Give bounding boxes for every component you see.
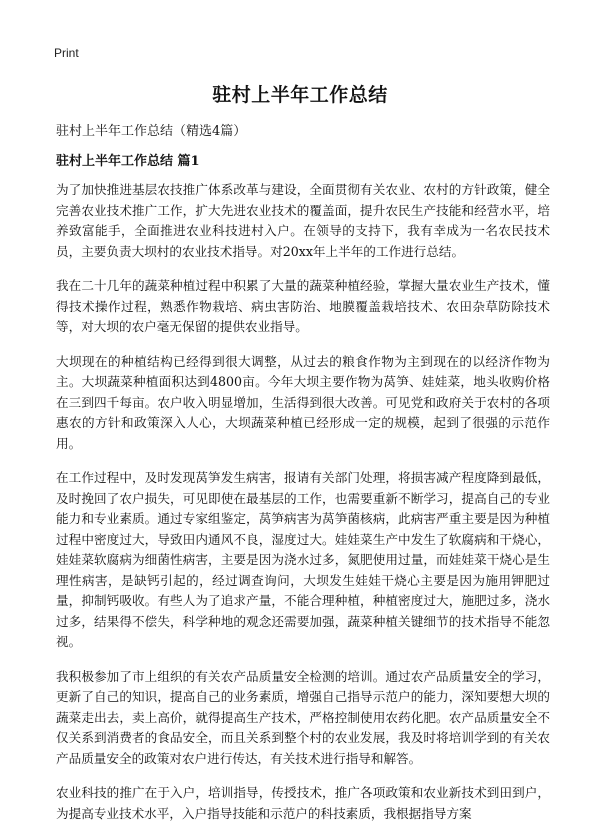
section-heading: 驻村上半年工作总结 篇1 [56, 154, 200, 169]
paragraph: 在工作过程中，及时发现莴笋发生病害，报请有关部门处理，将损害减产程度降到最低，及时挽回了农户损失，可见即使在最基层的工作，也需要重新不断学习，提高自己的专业能力和专业素质。通过专家组鉴定，莴笋病害为莴笋菌核病，此病害严重主要是因为种植过程中密度过大，导致田内通风不良，湿度过大。娃娃菜生产中发生了软腐病和干烧心，娃娃菜软腐病为细菌性病害，主要是因为浇水过多，氮肥使用过量，而娃娃菜干烧心是生理性病害，是缺钙引起的，经过调查询问，大坝发生娃娃干烧心主要是因为施用钾肥过量，抑制钙吸收。有些人为了追求产量，不能合理种植，种植密度过大，施肥过多，浇水过多，结果得不偿失，科学种地的观念还需要加强，蔬菜种植关键细节的技术指导不能忽视。 [56, 470, 550, 649]
paragraph: 为了加快推进基层农技推广体系改革与建设，全面贯彻有关农业、农村的方针政策，健全完善农业技术推广工作，扩大先进农业技术的覆盖面，提升农民生产技能和经营水平，培养致富能手，全面推进农业科技进村入户。在领导的支持下，我有幸成为一名农民技术员，主要负责大坝村的农业技术指导。对20xx年上半年的工作进行总结。 [56, 182, 550, 259]
print-link[interactable]: Print [54, 46, 79, 60]
paragraph: 我在二十几年的蔬菜种植过程中积累了大量的蔬菜种植经验，掌握大量农业生产技术，懂得技术操作过程，熟悉作物栽培、病虫害防治、地膜覆盖栽培技术、农田杂草防除技术等，对大坝的农户毫无保留的提供农业指导。 [56, 278, 550, 334]
paragraph: 大坝现在的种植结构已经得到很大调整，从过去的粮食作物为主到现在的以经济作物为主。大坝蔬菜种植面积达到4800亩。今年大坝主要作物为莴笋、娃娃菜，地头收购价格在三到四千每亩。农户收入明显增加，生活得到很大改善。可见党和政府关于农村的各项惠农的方针和政策深入人心，大坝蔬菜种植已经形成一定的规模，起到了很强的示范作用。 [56, 353, 550, 451]
document-subtitle: 驻村上半年工作总结（精选4篇） [56, 124, 247, 139]
paragraph: 我积极参加了市上组织的有关农产品质量安全检测的培训。通过农产品质量安全的学习，更新了自己的知识，提高自己的业务素质，增强自己指导示范户的能力，深知要想大坝的蔬菜走出去，卖上高价，就得提高生产技术，严格控制使用农药化肥。农产品质量安全不仅关系到消费者的食品安全，而且关系到整个村的农业发展，我及时将培训学到的有关农产品质量安全的政策对农户进行传达，有关技术进行指导和解答。 [56, 668, 550, 766]
document-body [56, 180, 550, 838]
paragraph: 农业科技的推广在于入户，培训指导，传授技术，推广各项政策和农业新技术到田到户，为提高专业技术水平，入户指导技能和示范户的科技素质，我根据指导方案 [56, 785, 550, 821]
document-title: 驻村上半年工作总结 [212, 84, 388, 106]
